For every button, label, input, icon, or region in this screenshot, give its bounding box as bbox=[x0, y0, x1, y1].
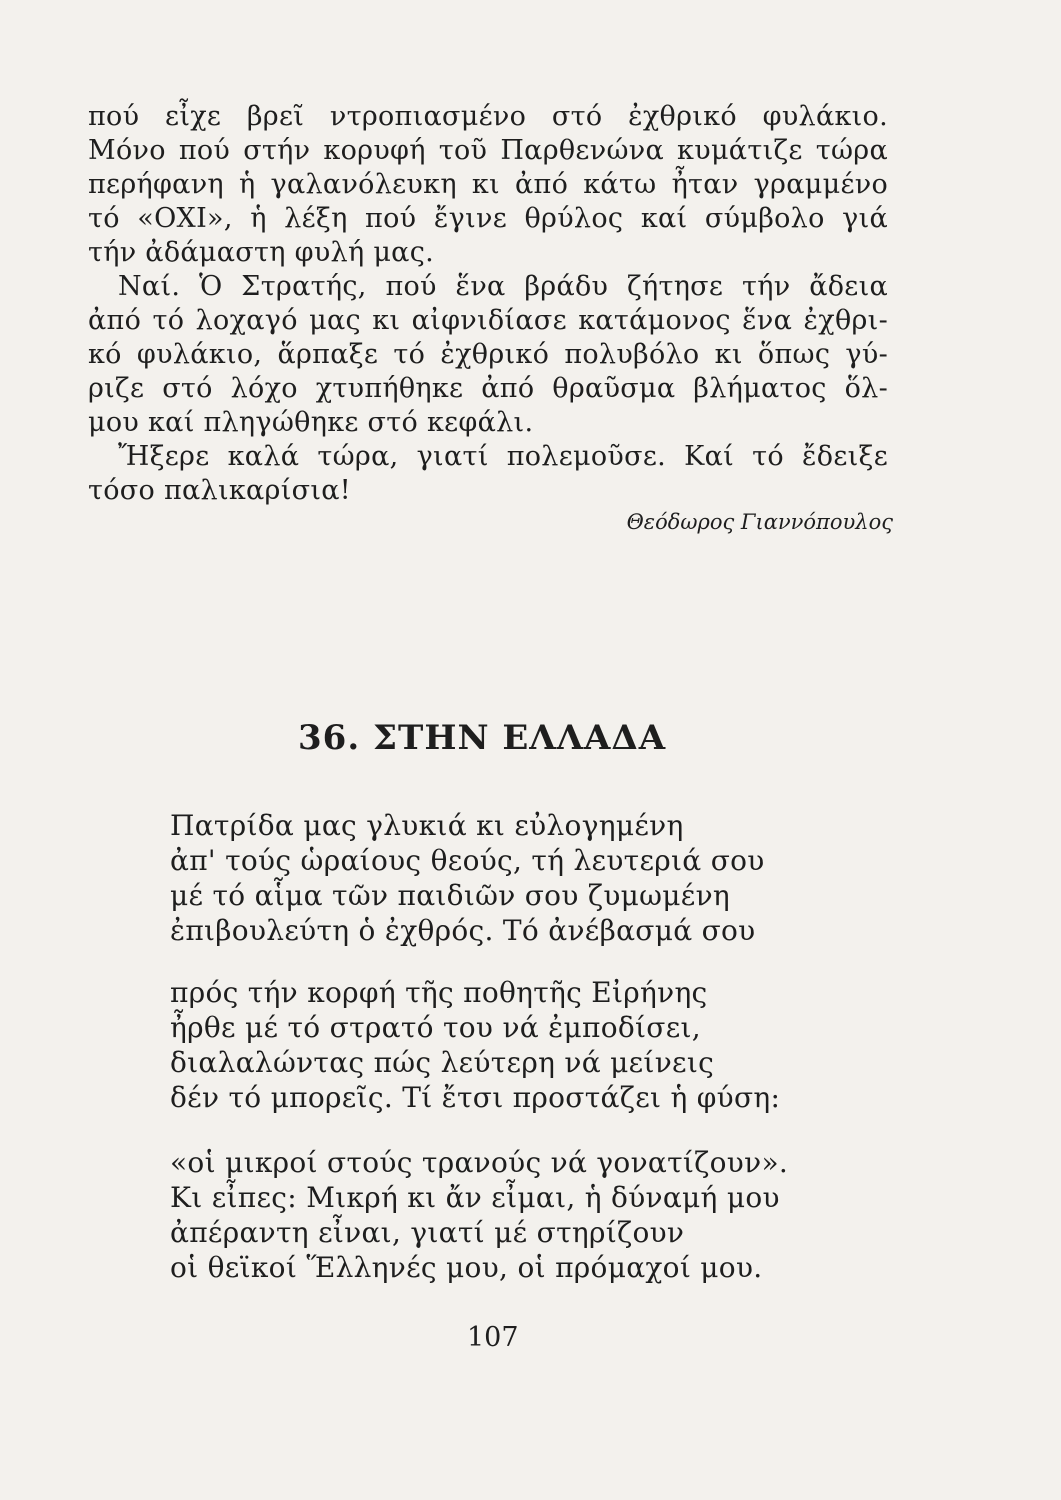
poem-stanza-2 bbox=[170, 975, 810, 1115]
text-line: τό «ΟΧΙ», ἡ λέξη πού ἔγινε θρύλος καί σύμβολο γιά bbox=[88, 203, 888, 234]
poem-line: μέ τό αἷμα τῶν παιδιῶν σου ζυμωμένη bbox=[170, 879, 730, 912]
poem-line: «οἱ μικροί στούς τρανούς νά γονατίζουν». bbox=[170, 1146, 789, 1179]
paragraph-3 bbox=[88, 440, 888, 508]
text-line: Μόνο πού στήν κορυφή τοῦ Παρθενώνα κυμάτιζε τώρα bbox=[88, 135, 888, 166]
poem-stanza-1 bbox=[170, 808, 810, 948]
poem-line: ἀπ' τούς ὡραίους θεούς, τή λευτεριά σου bbox=[170, 844, 765, 877]
poem-line: ἐπιβουλεύτη ὁ ἐχθρός. Τό ἀνέβασμά σου bbox=[170, 914, 756, 947]
text-line: τήν ἀδάμαστη φυλή μας. bbox=[88, 237, 435, 268]
paragraph-1 bbox=[88, 100, 888, 270]
paragraph-2 bbox=[88, 270, 888, 440]
prose-block bbox=[88, 100, 888, 508]
text-line: ριζε στό λόχο χτυπήθηκε ἀπό θραῦσμα βλήματος ὅλ- bbox=[88, 373, 888, 404]
poem-line: ἦρθε μέ τό στρατό του νά ἐμποδίσει, bbox=[170, 1011, 701, 1044]
text-line: ἀπό τό λοχαγό μας κι αἰφνιδίασε κατάμονος ἕνα ἐχθρι- bbox=[88, 305, 888, 336]
text-line: περήφανη ἡ γαλανόλευκη κι ἀπό κάτω ἦταν γραμμένο bbox=[88, 169, 888, 200]
poem-line: Πατρίδα μας γλυκιά κι εὐλογημένη bbox=[170, 809, 684, 842]
poem-line: ἀπέραντη εἶναι, γιατί μέ στηρίζουν bbox=[170, 1216, 685, 1249]
poem-line: Κι εἶπες: Μικρή κι ἄν εἶμαι, ἡ δύναμή μου bbox=[170, 1181, 780, 1214]
poem-title: 36. ΣΤΗΝ ΕΛΛΑΔΑ bbox=[298, 718, 667, 758]
poem-stanza-3 bbox=[170, 1145, 810, 1285]
page-number: 107 bbox=[467, 1322, 519, 1353]
text-line: πού εἶχε βρεῖ ντροπιασμένο στό ἐχθρικό φυλάκιο. bbox=[88, 101, 888, 132]
poem-line: διαλαλώντας πώς λεύτερη νά μείνεις bbox=[170, 1046, 715, 1079]
poem-line: οἱ θεϊκοί Ἕλληνές μου, οἱ πρόμαχοί μου. bbox=[170, 1251, 763, 1284]
text-line: μου καί πληγώθηκε στό κεφάλι. bbox=[88, 407, 534, 438]
text-line: Ναί. Ὁ Στρατής, πού ἕνα βράδυ ζήτησε τήν ἄδεια bbox=[118, 271, 888, 302]
poem-line: δέν τό μπορεῖς. Τί ἔτσι προστάζει ἡ φύση: bbox=[170, 1081, 781, 1114]
author-signature: Θεόδωρος Γιαννόπουλος bbox=[626, 510, 893, 534]
poem-line: πρός τήν κορφή τῆς ποθητῆς Εἰρήνης bbox=[170, 976, 708, 1009]
text-line: κό φυλάκιο, ἅρπαξε τό ἐχθρικό πολυβόλο κι ὅπως γύ- bbox=[88, 339, 888, 370]
text-line: Ἤξερε καλά τώρα, γιατί πολεμοῦσε. Καί τό ἔδειξε bbox=[118, 441, 888, 472]
text-line: τόσο παλικαρίσια! bbox=[88, 475, 351, 506]
